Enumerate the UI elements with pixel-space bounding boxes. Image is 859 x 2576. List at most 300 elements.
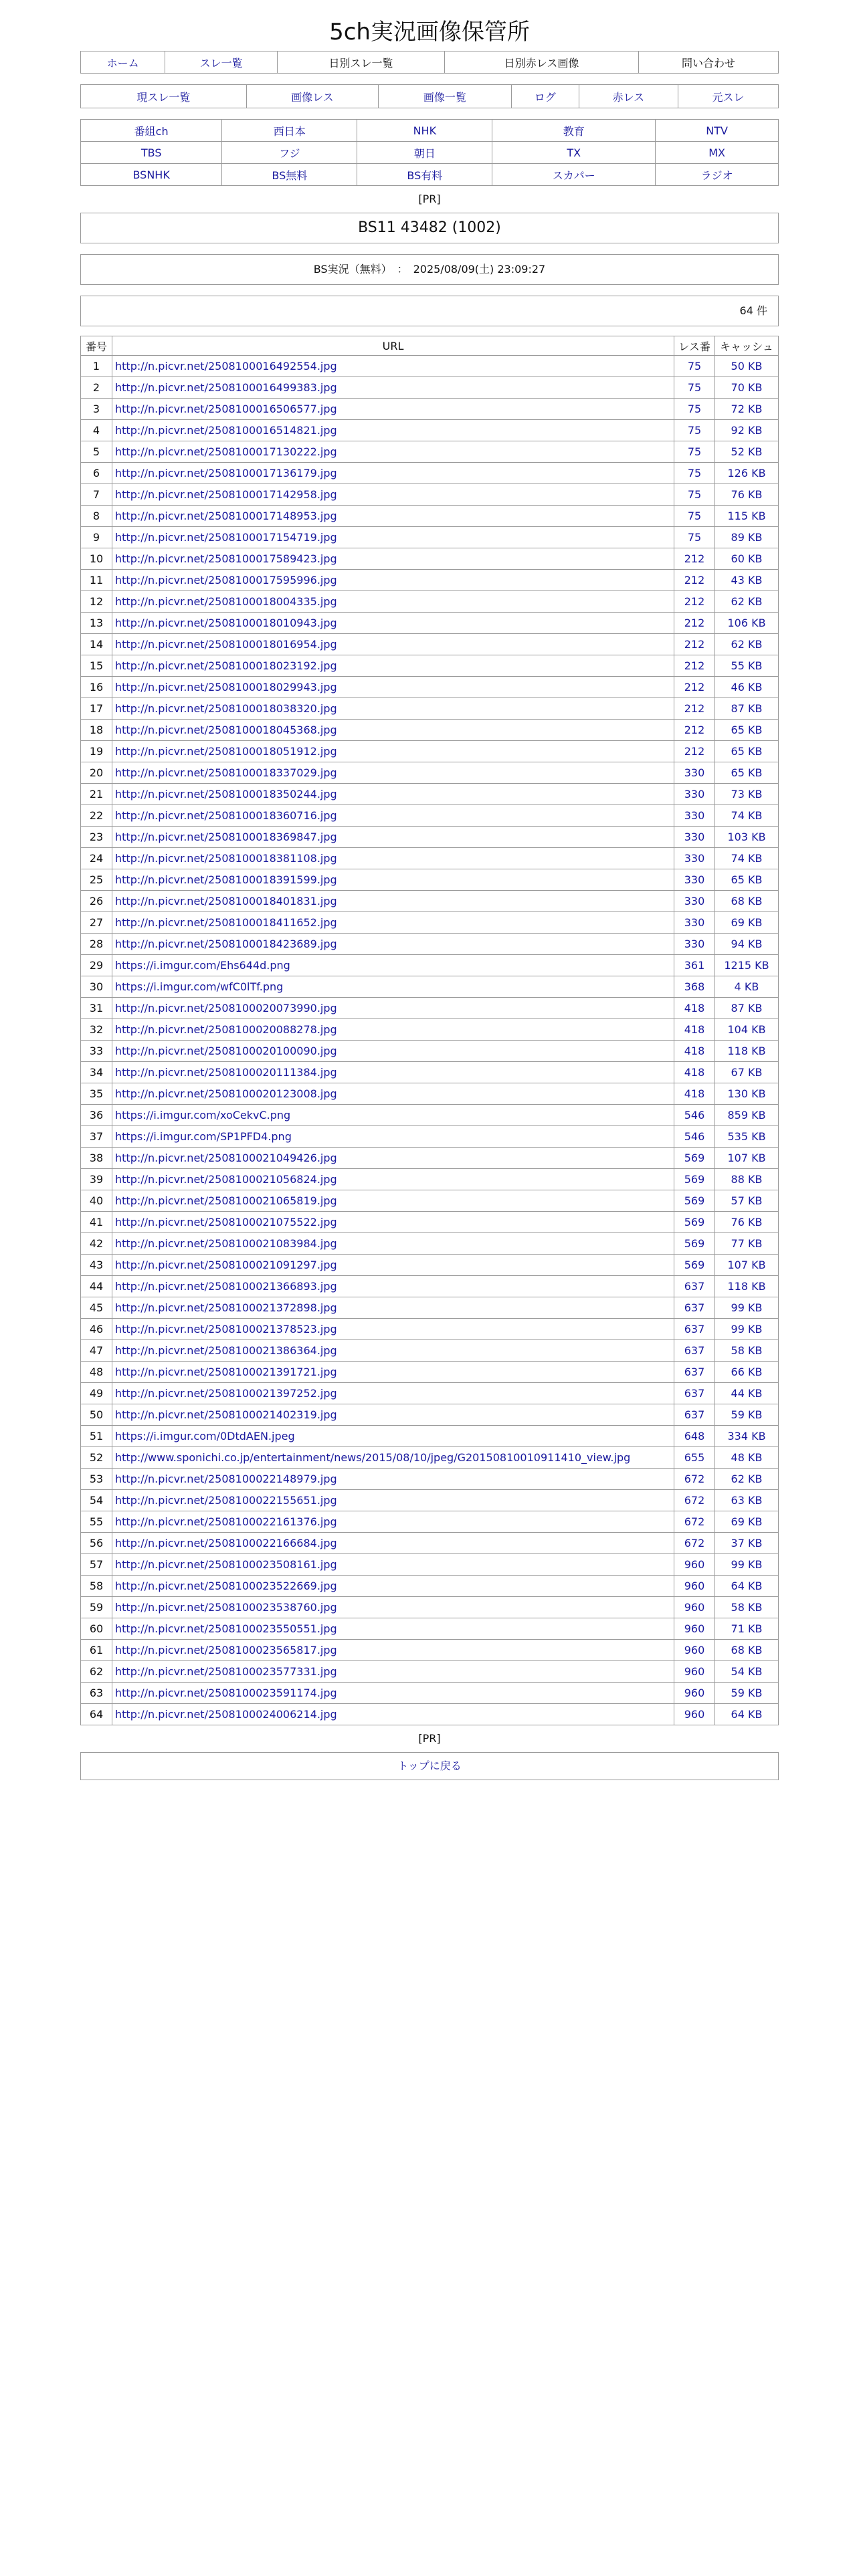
row-url-link[interactable]: http://n.picvr.net/2508100018337029.jpg [115, 766, 337, 779]
row-res-number-link[interactable]: 212 [684, 638, 705, 651]
row-cache-size-link[interactable]: 76 KB [731, 488, 763, 501]
row-cache-size-link[interactable]: 92 KB [731, 424, 763, 437]
channel-link-bs-free[interactable]: BS無料 [272, 169, 308, 182]
row-url-link[interactable]: http://n.picvr.net/2508100021391721.jpg [115, 1366, 337, 1378]
row-url-cell[interactable] [112, 1019, 674, 1041]
row-url-cell[interactable] [112, 1319, 674, 1340]
row-url-link[interactable]: http://n.picvr.net/2508100016514821.jpg [115, 424, 337, 437]
row-cache-size-link[interactable]: 74 KB [731, 852, 763, 865]
row-cache-size-cell[interactable] [715, 1469, 779, 1490]
row-res-number-link[interactable]: 637 [684, 1344, 705, 1357]
row-res-number-cell[interactable] [674, 1533, 715, 1554]
row-url-link[interactable]: http://n.picvr.net/2508100018045368.jpg [115, 724, 337, 736]
row-url-link[interactable]: http://n.picvr.net/2508100021065819.jpg [115, 1194, 337, 1207]
row-cache-size-cell[interactable] [715, 1212, 779, 1233]
row-cache-size-cell[interactable] [715, 720, 779, 741]
row-cache-size-link[interactable]: 58 KB [731, 1601, 763, 1614]
row-url-cell[interactable] [112, 1212, 674, 1233]
row-cache-size-link[interactable]: 71 KB [731, 1622, 763, 1635]
row-res-number-cell[interactable] [674, 1212, 715, 1233]
row-cache-size-cell[interactable] [715, 762, 779, 784]
row-cache-size-link[interactable]: 46 KB [731, 681, 763, 693]
row-res-number-link[interactable]: 212 [684, 574, 705, 586]
nav-home-link[interactable]: ホーム [106, 56, 139, 70]
row-cache-size-cell[interactable] [715, 1447, 779, 1469]
channel-link-nishinihon[interactable]: 西日本 [273, 124, 306, 138]
row-res-number-cell[interactable] [674, 1554, 715, 1576]
row-res-number-link[interactable]: 960 [684, 1665, 705, 1678]
row-url-cell[interactable] [112, 377, 674, 399]
channel-link-skyperfect[interactable]: スカパー [552, 169, 595, 182]
row-url-cell[interactable] [112, 741, 674, 762]
row-res-number-link[interactable]: 637 [684, 1323, 705, 1335]
row-cache-size-cell[interactable] [715, 1554, 779, 1576]
row-cache-size-cell[interactable] [715, 1062, 779, 1083]
channel-link-radio[interactable]: ラジオ [700, 169, 733, 182]
row-res-number-link[interactable]: 330 [684, 938, 705, 950]
row-cache-size-link[interactable]: 69 KB [731, 916, 763, 929]
nav-current-threads-link[interactable]: 現スレ一覧 [136, 90, 191, 104]
row-cache-size-link[interactable]: 59 KB [731, 1687, 763, 1699]
row-cache-size-cell[interactable] [715, 1640, 779, 1661]
row-cache-size-cell[interactable] [715, 848, 779, 869]
row-res-number-link[interactable]: 648 [684, 1430, 705, 1442]
row-cache-size-link[interactable]: 50 KB [731, 360, 763, 372]
channel-cell[interactable] [222, 142, 357, 164]
row-cache-size-cell[interactable] [715, 441, 779, 463]
row-cache-size-link[interactable]: 88 KB [731, 1173, 763, 1186]
row-url-link[interactable]: http://n.picvr.net/2508100018360716.jpg [115, 809, 337, 822]
row-res-number-cell[interactable] [674, 484, 715, 506]
row-url-cell[interactable] [112, 1704, 674, 1725]
row-cache-size-cell[interactable] [715, 1383, 779, 1404]
row-res-number-cell[interactable] [674, 1383, 715, 1404]
row-url-link[interactable]: https://i.imgur.com/Ehs644d.png [115, 959, 290, 972]
row-res-number-cell[interactable] [674, 848, 715, 869]
row-res-number-link[interactable]: 672 [684, 1494, 705, 1507]
row-res-number-cell[interactable] [674, 1704, 715, 1725]
row-url-cell[interactable] [112, 976, 674, 998]
row-url-link[interactable]: http://n.picvr.net/2508100018423689.jpg [115, 938, 337, 950]
channel-cell[interactable] [656, 142, 779, 164]
row-res-number-link[interactable]: 569 [684, 1259, 705, 1271]
row-cache-size-link[interactable]: 65 KB [731, 766, 763, 779]
row-res-number-cell[interactable] [674, 1618, 715, 1640]
row-url-link[interactable]: http://n.picvr.net/2508100021075522.jpg [115, 1216, 337, 1228]
nav-log-link[interactable]: ログ [534, 90, 556, 104]
row-cache-size-link[interactable]: 68 KB [731, 895, 763, 907]
row-cache-size-link[interactable]: 104 KB [727, 1023, 766, 1036]
row-res-number-cell[interactable] [674, 1126, 715, 1148]
row-res-number-link[interactable]: 569 [684, 1173, 705, 1186]
row-url-link[interactable]: http://n.picvr.net/2508100021083984.jpg [115, 1237, 337, 1250]
row-url-cell[interactable] [112, 356, 674, 377]
row-cache-size-cell[interactable] [715, 1019, 779, 1041]
channel-link-kyoiku[interactable]: 教育 [563, 124, 585, 138]
channel-cell[interactable] [492, 142, 656, 164]
row-url-link[interactable]: http://n.picvr.net/2508100024006214.jpg [115, 1708, 337, 1721]
row-url-link[interactable]: http://n.picvr.net/2508100018004335.jpg [115, 595, 337, 608]
row-cache-size-link[interactable]: 43 KB [731, 574, 763, 586]
row-res-number-cell[interactable] [674, 741, 715, 762]
row-url-link[interactable]: http://n.picvr.net/2508100022155651.jpg [115, 1494, 337, 1507]
row-url-cell[interactable] [112, 484, 674, 506]
row-cache-size-link[interactable]: 66 KB [731, 1366, 763, 1378]
row-cache-size-cell[interactable] [715, 869, 779, 891]
row-res-number-cell[interactable] [674, 1426, 715, 1447]
row-url-cell[interactable] [112, 1447, 674, 1469]
row-cache-size-cell[interactable] [715, 1340, 779, 1362]
row-cache-size-cell[interactable] [715, 1490, 779, 1511]
row-res-number-cell[interactable] [674, 1404, 715, 1426]
row-url-cell[interactable] [112, 1297, 674, 1319]
row-url-cell[interactable] [112, 1404, 674, 1426]
row-url-link[interactable]: http://n.picvr.net/2508100017595996.jpg [115, 574, 337, 586]
row-cache-size-cell[interactable] [715, 1148, 779, 1169]
row-cache-size-link[interactable]: 99 KB [731, 1558, 763, 1571]
channel-cell[interactable] [492, 164, 656, 186]
row-res-number-link[interactable]: 960 [684, 1622, 705, 1635]
row-url-link[interactable]: https://i.imgur.com/xoCekvC.png [115, 1109, 291, 1121]
channel-link-bs-paid[interactable]: BS有料 [407, 169, 443, 182]
row-cache-size-link[interactable]: 1215 KB [724, 959, 769, 972]
row-cache-size-cell[interactable] [715, 484, 779, 506]
channel-cell[interactable] [357, 142, 492, 164]
back-to-top-link[interactable]: トップに戻る [397, 1759, 462, 1772]
channel-link-fuji[interactable]: フジ [279, 146, 300, 160]
row-url-cell[interactable] [112, 1661, 674, 1683]
row-res-number-link[interactable]: 569 [684, 1152, 705, 1164]
row-cache-size-cell[interactable] [715, 1704, 779, 1725]
row-cache-size-link[interactable]: 57 KB [731, 1194, 763, 1207]
row-url-link[interactable]: http://n.picvr.net/2508100018010943.jpg [115, 617, 337, 629]
row-cache-size-link[interactable]: 115 KB [727, 510, 766, 522]
row-cache-size-cell[interactable] [715, 1683, 779, 1704]
row-url-link[interactable]: http://n.picvr.net/2508100018038320.jpg [115, 702, 337, 715]
row-url-cell[interactable] [112, 613, 674, 634]
row-res-number-link[interactable]: 212 [684, 659, 705, 672]
row-cache-size-cell[interactable] [715, 1233, 779, 1255]
row-res-number-cell[interactable] [674, 441, 715, 463]
row-res-number-link[interactable]: 418 [684, 1023, 705, 1036]
row-url-link[interactable]: http://n.picvr.net/2508100016506577.jpg [115, 403, 337, 415]
row-cache-size-link[interactable]: 4 KB [734, 980, 759, 993]
row-cache-size-cell[interactable] [715, 677, 779, 698]
row-url-link[interactable]: http://n.picvr.net/2508100017136179.jpg [115, 467, 337, 479]
row-cache-size-cell[interactable] [715, 527, 779, 548]
row-cache-size-cell[interactable] [715, 1083, 779, 1105]
row-res-number-cell[interactable] [674, 869, 715, 891]
row-res-number-link[interactable]: 546 [684, 1130, 705, 1143]
row-url-cell[interactable] [112, 1148, 674, 1169]
row-url-cell[interactable] [112, 1511, 674, 1533]
row-url-cell[interactable] [112, 548, 674, 570]
row-cache-size-cell[interactable] [715, 377, 779, 399]
row-res-number-link[interactable]: 75 [687, 403, 702, 415]
row-res-number-link[interactable]: 361 [684, 959, 705, 972]
row-url-link[interactable]: http://www.sponichi.co.jp/entertainment/news/2015/08/10/jpeg/G20150810010911410_view.jpg [115, 1451, 631, 1464]
row-url-cell[interactable] [112, 1190, 674, 1212]
row-cache-size-link[interactable]: 87 KB [731, 702, 763, 715]
row-cache-size-link[interactable]: 69 KB [731, 1515, 763, 1528]
row-cache-size-link[interactable]: 76 KB [731, 1216, 763, 1228]
row-url-link[interactable]: https://i.imgur.com/wfC0lTf.png [115, 980, 284, 993]
row-url-link[interactable]: http://n.picvr.net/2508100023577331.jpg [115, 1665, 337, 1678]
row-url-link[interactable]: http://n.picvr.net/2508100016499383.jpg [115, 381, 337, 394]
row-res-number-cell[interactable] [674, 720, 715, 741]
row-cache-size-cell[interactable] [715, 1126, 779, 1148]
row-url-link[interactable]: http://n.picvr.net/2508100018391599.jpg [115, 873, 337, 886]
row-url-cell[interactable] [112, 805, 674, 827]
nav-red-res-link[interactable]: 赤レス [612, 90, 645, 104]
row-res-number-link[interactable]: 960 [684, 1687, 705, 1699]
row-res-number-link[interactable]: 418 [684, 1087, 705, 1100]
row-cache-size-link[interactable]: 130 KB [727, 1087, 766, 1100]
row-res-number-cell[interactable] [674, 420, 715, 441]
row-res-number-cell[interactable] [674, 634, 715, 655]
row-res-number-cell[interactable] [674, 1597, 715, 1618]
row-url-cell[interactable] [112, 655, 674, 677]
channel-cell[interactable] [492, 120, 656, 142]
row-res-number-link[interactable]: 672 [684, 1537, 705, 1549]
row-cache-size-link[interactable]: 87 KB [731, 1002, 763, 1014]
back-to-top-box[interactable] [80, 1752, 779, 1780]
row-res-number-link[interactable]: 569 [684, 1216, 705, 1228]
row-url-cell[interactable] [112, 1618, 674, 1640]
nav-threads-link[interactable]: スレ一覧 [199, 56, 243, 70]
channel-cell[interactable] [357, 120, 492, 142]
row-url-link[interactable]: http://n.picvr.net/2508100023550551.jpg [115, 1622, 337, 1635]
row-res-number-cell[interactable] [674, 463, 715, 484]
row-url-cell[interactable] [112, 527, 674, 548]
row-cache-size-link[interactable]: 60 KB [731, 552, 763, 565]
row-url-link[interactable]: http://n.picvr.net/2508100023538760.jpg [115, 1601, 337, 1614]
row-cache-size-link[interactable]: 37 KB [731, 1537, 763, 1549]
row-res-number-link[interactable]: 672 [684, 1473, 705, 1485]
row-res-number-link[interactable]: 212 [684, 724, 705, 736]
row-res-number-link[interactable]: 960 [684, 1601, 705, 1614]
row-cache-size-cell[interactable] [715, 934, 779, 955]
row-url-link[interactable]: http://n.picvr.net/2508100017130222.jpg [115, 445, 337, 458]
row-res-number-cell[interactable] [674, 1041, 715, 1062]
row-res-number-link[interactable]: 75 [687, 424, 702, 437]
row-cache-size-cell[interactable] [715, 570, 779, 591]
row-res-number-link[interactable]: 330 [684, 916, 705, 929]
row-cache-size-link[interactable]: 55 KB [731, 659, 763, 672]
row-res-number-cell[interactable] [674, 1447, 715, 1469]
row-res-number-cell[interactable] [674, 1190, 715, 1212]
row-url-cell[interactable] [112, 634, 674, 655]
row-res-number-link[interactable]: 569 [684, 1194, 705, 1207]
row-cache-size-cell[interactable] [715, 655, 779, 677]
row-res-number-link[interactable]: 637 [684, 1301, 705, 1314]
row-url-cell[interactable] [112, 955, 674, 976]
row-cache-size-cell[interactable] [715, 613, 779, 634]
row-cache-size-cell[interactable] [715, 506, 779, 527]
row-res-number-link[interactable]: 637 [684, 1387, 705, 1400]
row-url-link[interactable]: http://n.picvr.net/2508100021372898.jpg [115, 1301, 337, 1314]
row-res-number-cell[interactable] [674, 527, 715, 548]
row-cache-size-link[interactable]: 99 KB [731, 1323, 763, 1335]
row-url-link[interactable]: http://n.picvr.net/2508100021056824.jpg [115, 1173, 337, 1186]
row-url-cell[interactable] [112, 506, 674, 527]
row-cache-size-cell[interactable] [715, 955, 779, 976]
row-cache-size-link[interactable]: 67 KB [731, 1066, 763, 1079]
row-url-link[interactable]: http://n.picvr.net/2508100020111384.jpg [115, 1066, 337, 1079]
row-cache-size-link[interactable]: 59 KB [731, 1408, 763, 1421]
row-res-number-link[interactable]: 960 [684, 1644, 705, 1656]
row-res-number-link[interactable]: 960 [684, 1708, 705, 1721]
row-url-link[interactable]: http://n.picvr.net/2508100021366893.jpg [115, 1280, 337, 1293]
row-url-link[interactable]: http://n.picvr.net/2508100020073990.jpg [115, 1002, 337, 1014]
channel-link-nhk[interactable]: NHK [413, 124, 437, 137]
row-cache-size-link[interactable]: 44 KB [731, 1387, 763, 1400]
row-res-number-cell[interactable] [674, 1255, 715, 1276]
row-res-number-link[interactable]: 637 [684, 1408, 705, 1421]
row-url-link[interactable]: http://n.picvr.net/2508100018029943.jpg [115, 681, 337, 693]
channel-link-bsnhk[interactable]: BSNHK [132, 168, 170, 181]
row-res-number-cell[interactable] [674, 1105, 715, 1126]
row-url-link[interactable]: http://n.picvr.net/2508100017148953.jpg [115, 510, 337, 522]
row-res-number-link[interactable]: 75 [687, 381, 702, 394]
row-url-cell[interactable] [112, 1640, 674, 1661]
row-url-cell[interactable] [112, 1255, 674, 1276]
row-cache-size-link[interactable]: 68 KB [731, 1644, 763, 1656]
row-res-number-cell[interactable] [674, 655, 715, 677]
row-res-number-cell[interactable] [674, 976, 715, 998]
nav-image-list-link[interactable]: 画像一覧 [423, 90, 466, 104]
nav-image-res-link[interactable]: 画像レス [291, 90, 334, 104]
row-url-link[interactable]: https://i.imgur.com/SP1PFD4.png [115, 1130, 292, 1143]
row-url-link[interactable]: http://n.picvr.net/2508100018381108.jpg [115, 852, 337, 865]
channel-cell[interactable] [222, 164, 357, 186]
row-res-number-link[interactable]: 75 [687, 445, 702, 458]
row-cache-size-cell[interactable] [715, 976, 779, 998]
row-cache-size-cell[interactable] [715, 548, 779, 570]
row-res-number-cell[interactable] [674, 677, 715, 698]
row-res-number-link[interactable]: 330 [684, 831, 705, 843]
row-url-cell[interactable] [112, 1340, 674, 1362]
row-url-cell[interactable] [112, 869, 674, 891]
row-url-cell[interactable] [112, 1169, 674, 1190]
row-url-link[interactable]: https://i.imgur.com/0DtdAEN.jpeg [115, 1430, 295, 1442]
row-cache-size-cell[interactable] [715, 891, 779, 912]
row-cache-size-link[interactable]: 72 KB [731, 403, 763, 415]
row-res-number-cell[interactable] [674, 698, 715, 720]
channel-cell[interactable] [81, 164, 222, 186]
row-url-cell[interactable] [112, 591, 674, 613]
row-url-link[interactable]: http://n.picvr.net/2508100018411652.jpg [115, 916, 337, 929]
row-url-link[interactable]: http://n.picvr.net/2508100023565817.jpg [115, 1644, 337, 1656]
row-url-cell[interactable] [112, 1597, 674, 1618]
row-res-number-link[interactable]: 418 [684, 1066, 705, 1079]
row-cache-size-link[interactable]: 118 KB [727, 1045, 766, 1057]
row-res-number-cell[interactable] [674, 591, 715, 613]
row-res-number-link[interactable]: 637 [684, 1280, 705, 1293]
row-res-number-cell[interactable] [674, 1062, 715, 1083]
row-cache-size-cell[interactable] [715, 1576, 779, 1597]
row-cache-size-link[interactable]: 62 KB [731, 638, 763, 651]
row-res-number-link[interactable]: 330 [684, 766, 705, 779]
row-res-number-cell[interactable] [674, 399, 715, 420]
row-url-cell[interactable] [112, 1062, 674, 1083]
row-cache-size-link[interactable]: 77 KB [731, 1237, 763, 1250]
row-url-link[interactable]: http://n.picvr.net/2508100023522669.jpg [115, 1580, 337, 1592]
row-cache-size-link[interactable]: 52 KB [731, 445, 763, 458]
row-cache-size-link[interactable]: 535 KB [727, 1130, 766, 1143]
row-cache-size-link[interactable]: 74 KB [731, 809, 763, 822]
row-cache-size-link[interactable]: 106 KB [727, 617, 766, 629]
row-cache-size-cell[interactable] [715, 1190, 779, 1212]
row-url-link[interactable]: http://n.picvr.net/2508100018350244.jpg [115, 788, 337, 800]
row-cache-size-cell[interactable] [715, 1362, 779, 1383]
row-res-number-link[interactable]: 212 [684, 745, 705, 758]
row-cache-size-link[interactable]: 64 KB [731, 1580, 763, 1592]
row-cache-size-cell[interactable] [715, 998, 779, 1019]
channel-link-asahi[interactable]: 朝日 [413, 146, 436, 160]
row-url-cell[interactable] [112, 998, 674, 1019]
channel-cell[interactable] [81, 142, 222, 164]
row-cache-size-cell[interactable] [715, 1255, 779, 1276]
row-res-number-link[interactable]: 212 [684, 617, 705, 629]
row-cache-size-cell[interactable] [715, 1661, 779, 1683]
row-res-number-cell[interactable] [674, 570, 715, 591]
row-res-number-cell[interactable] [674, 1169, 715, 1190]
row-url-link[interactable]: http://n.picvr.net/2508100018401831.jpg [115, 895, 337, 907]
row-cache-size-link[interactable]: 73 KB [731, 788, 763, 800]
row-res-number-cell[interactable] [674, 762, 715, 784]
row-res-number-link[interactable]: 655 [684, 1451, 705, 1464]
row-cache-size-link[interactable]: 65 KB [731, 724, 763, 736]
row-url-link[interactable]: http://n.picvr.net/2508100017142958.jpg [115, 488, 337, 501]
row-res-number-cell[interactable] [674, 1490, 715, 1511]
row-res-number-link[interactable]: 418 [684, 1045, 705, 1057]
nav-original-thread-cell[interactable] [678, 85, 779, 108]
row-url-cell[interactable] [112, 1126, 674, 1148]
row-cache-size-link[interactable]: 118 KB [727, 1280, 766, 1293]
row-res-number-cell[interactable] [674, 548, 715, 570]
row-cache-size-cell[interactable] [715, 912, 779, 934]
row-cache-size-link[interactable]: 58 KB [731, 1344, 763, 1357]
row-cache-size-cell[interactable] [715, 356, 779, 377]
row-res-number-link[interactable]: 546 [684, 1109, 705, 1121]
row-cache-size-cell[interactable] [715, 805, 779, 827]
row-cache-size-cell[interactable] [715, 591, 779, 613]
nav-home-cell[interactable] [81, 51, 165, 74]
row-res-number-cell[interactable] [674, 1319, 715, 1340]
row-res-number-cell[interactable] [674, 955, 715, 976]
row-cache-size-link[interactable]: 62 KB [731, 1473, 763, 1485]
row-res-number-cell[interactable] [674, 1511, 715, 1533]
channel-cell[interactable] [81, 120, 222, 142]
row-url-link[interactable]: http://n.picvr.net/2508100023508161.jpg [115, 1558, 337, 1571]
row-res-number-cell[interactable] [674, 1640, 715, 1661]
row-url-cell[interactable] [112, 1576, 674, 1597]
row-cache-size-cell[interactable] [715, 1511, 779, 1533]
nav-image-list-cell[interactable] [379, 85, 512, 108]
row-cache-size-cell[interactable] [715, 399, 779, 420]
row-res-number-link[interactable]: 75 [687, 510, 702, 522]
row-url-cell[interactable] [112, 1105, 674, 1126]
channel-link-tx[interactable]: TX [567, 146, 581, 159]
row-cache-size-cell[interactable] [715, 1404, 779, 1426]
row-url-link[interactable]: http://n.picvr.net/2508100021378523.jpg [115, 1323, 337, 1335]
row-cache-size-cell[interactable] [715, 1597, 779, 1618]
row-cache-size-cell[interactable] [715, 463, 779, 484]
row-cache-size-link[interactable]: 70 KB [731, 381, 763, 394]
row-url-cell[interactable] [112, 677, 674, 698]
row-url-cell[interactable] [112, 698, 674, 720]
